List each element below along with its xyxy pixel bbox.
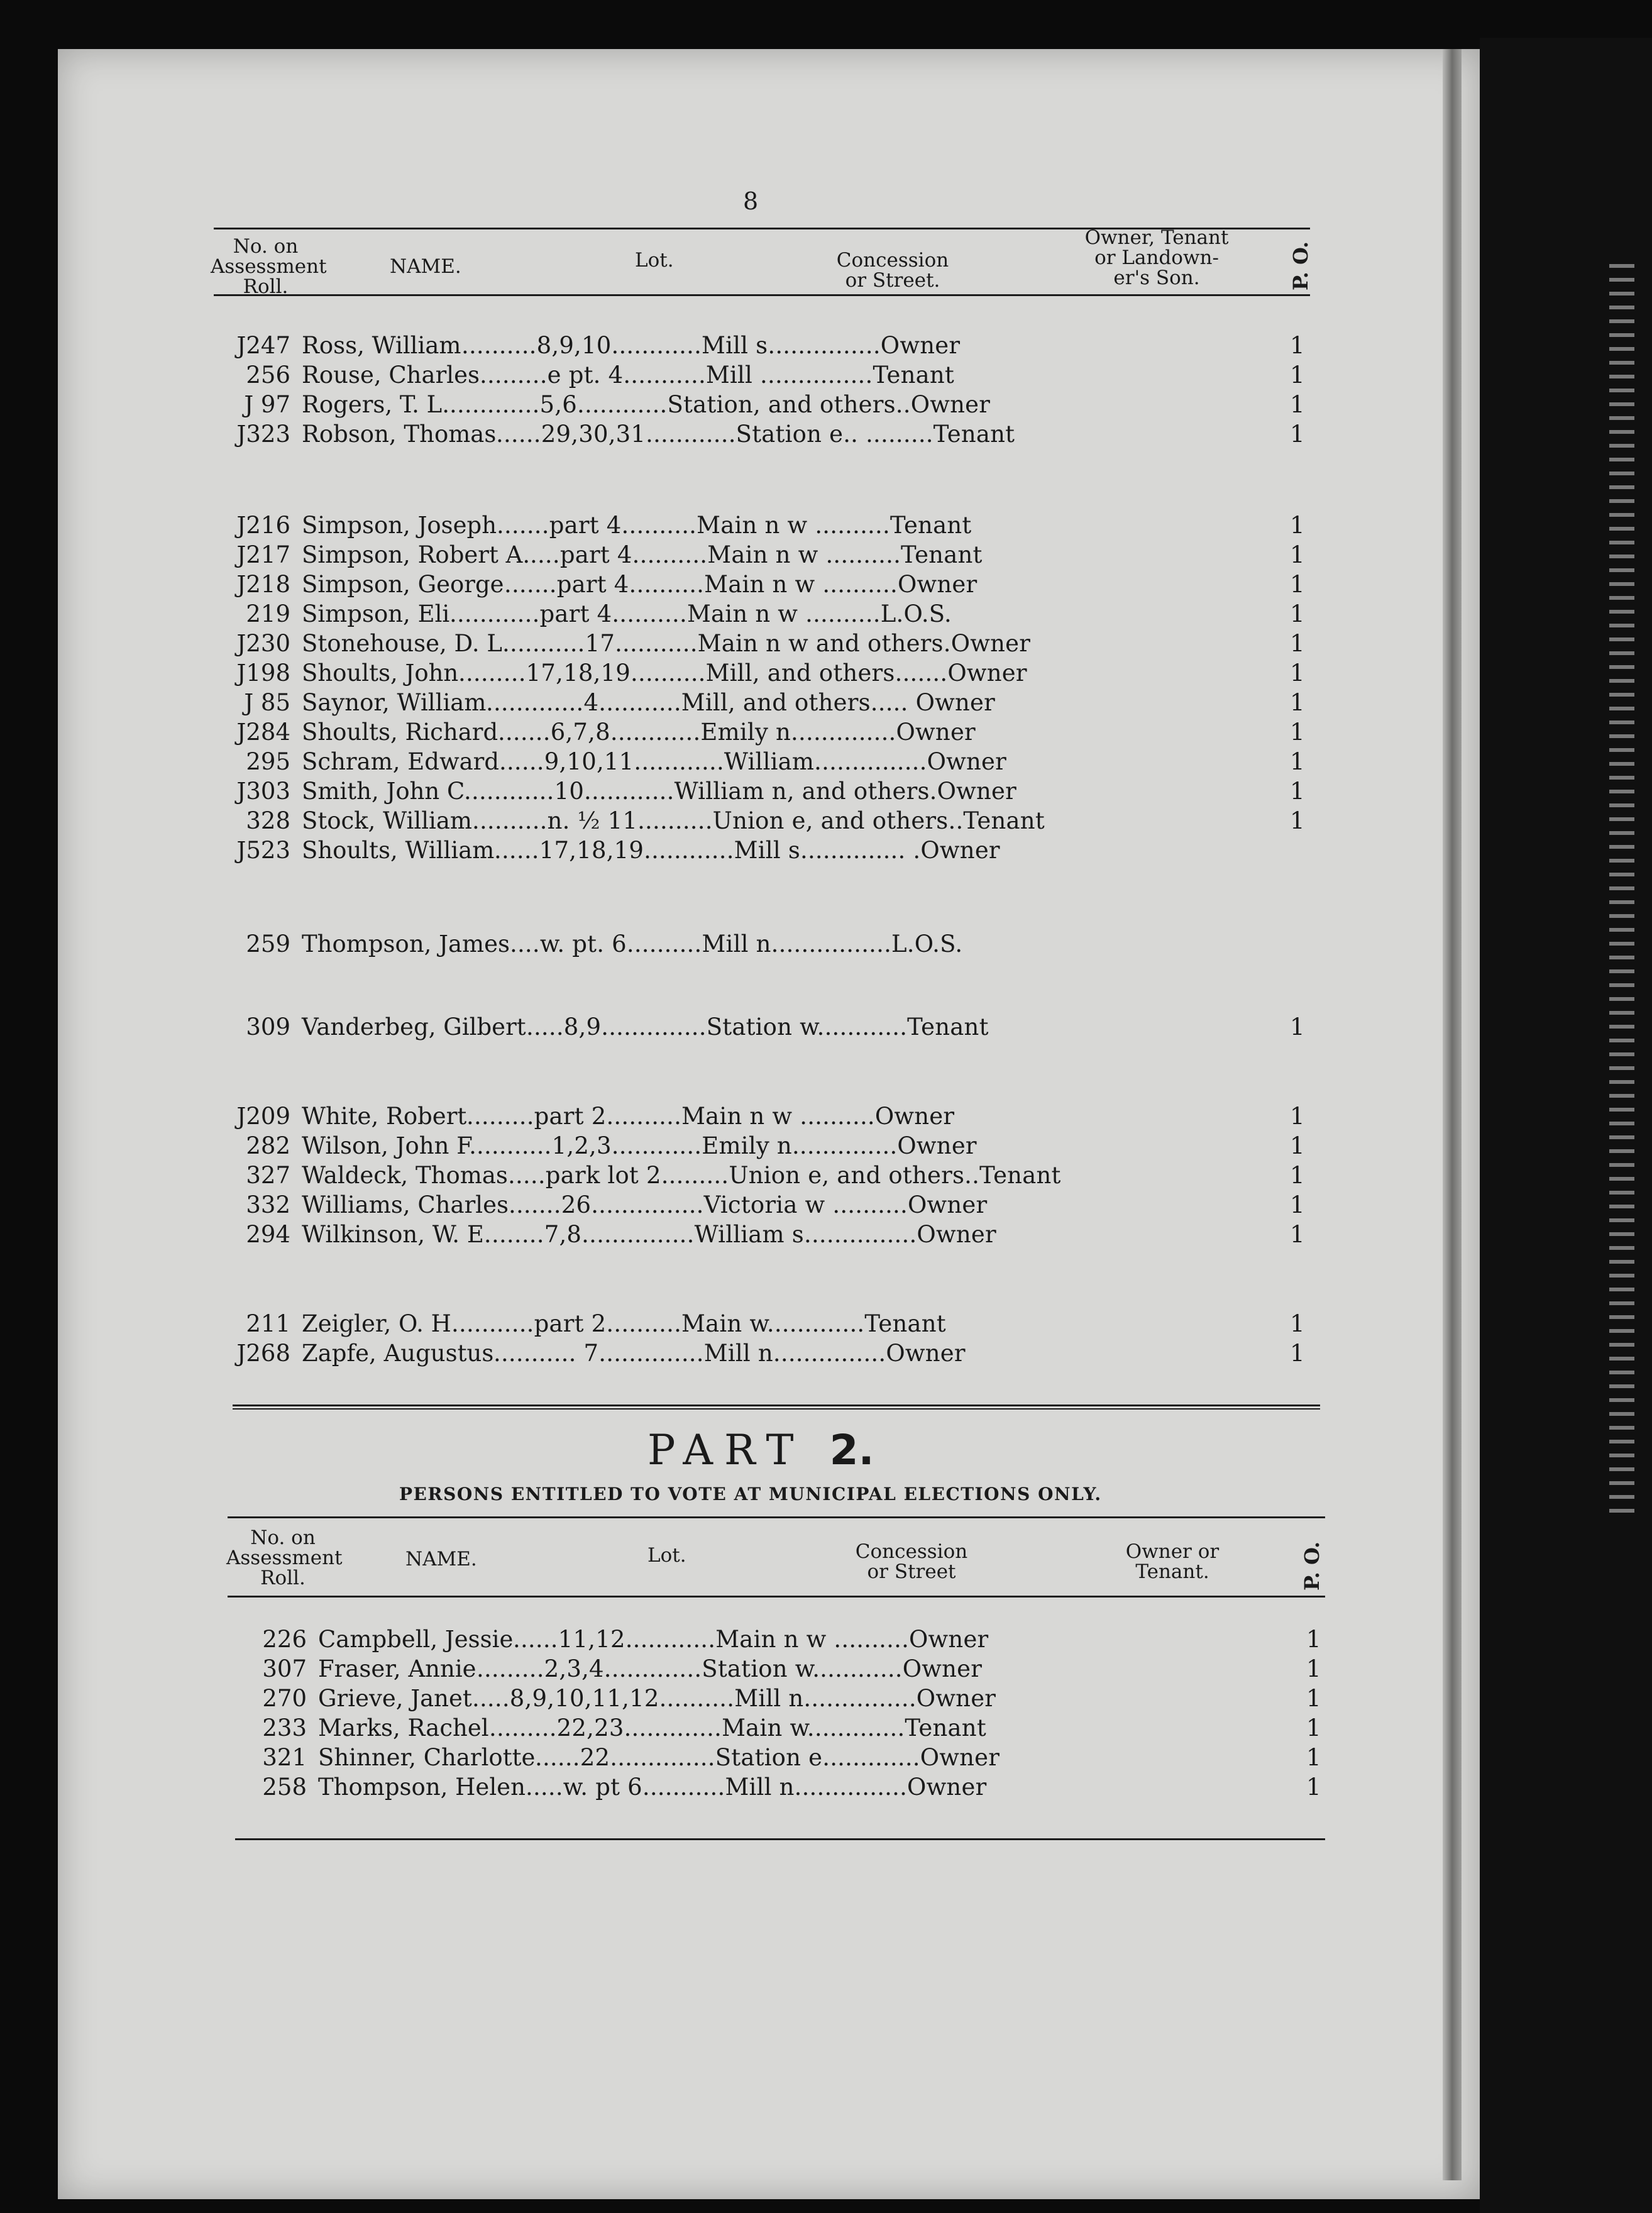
lot-concession-status: ...........10............William n, and others.Owner — [471, 778, 1017, 805]
part2-header-owner: Owner or Tenant. — [1125, 1540, 1220, 1583]
po-value: 1 — [1306, 1774, 1321, 1801]
roll-number: 259 — [246, 930, 290, 957]
part1-header-name: NAME. — [390, 255, 461, 278]
voter-name: Vanderbeg, Gilbert — [302, 1013, 526, 1040]
table-row — [0, 1743, 1422, 1773]
roll-number: J216 — [236, 512, 290, 539]
voter-name: Williams, Charles — [302, 1191, 509, 1218]
lot-concession-status: ..........n. ½ 11..........Union e, and others..Tenant — [472, 807, 1045, 834]
table-row — [0, 688, 1422, 718]
table-row — [0, 1101, 1422, 1132]
part1-header-bottom-rule — [214, 294, 1310, 296]
po-value: 1 — [1306, 1655, 1321, 1682]
lot-concession-status: ....part 4..........Main n w ..........Tenant — [530, 541, 983, 568]
voter-name: Schram, Edward — [302, 748, 500, 775]
po-value: 1 — [1290, 1103, 1305, 1130]
roll-number: 309 — [246, 1013, 290, 1040]
po-value: 1 — [1290, 332, 1305, 359]
po-value: 1 — [1290, 600, 1305, 627]
table-row — [0, 806, 1422, 836]
voter-name: Wilkinson, W. E. — [302, 1221, 492, 1248]
part2-subtitle: PERSONS ENTITLED TO VOTE AT MUNICIPAL ELECTIONS ONLY. — [399, 1484, 1102, 1504]
table-row — [0, 390, 1422, 420]
voter-name: Zeigler, O. H. — [302, 1310, 459, 1337]
table-row — [0, 360, 1422, 390]
roll-number: 332 — [246, 1191, 290, 1218]
roll-number: 226 — [262, 1626, 307, 1653]
po-value: 1 — [1306, 1744, 1321, 1771]
roll-number: J523 — [236, 837, 290, 864]
table-row — [0, 599, 1422, 629]
roll-number: J 85 — [244, 689, 290, 716]
po-value: 1 — [1290, 778, 1305, 805]
table-row — [0, 331, 1422, 361]
lot-concession-status: .........part 2..........Main n w ..........Owner — [466, 1103, 955, 1130]
lot-concession-status: .....8,9,10,11,12..........Mill n...............Owner — [472, 1685, 996, 1712]
voter-name: Simpson, Robert A. — [302, 541, 531, 568]
voter-name: Simpson, Joseph — [302, 512, 497, 539]
voter-name: Rouse, Charles — [302, 361, 480, 389]
part2-header-name: NAME. — [405, 1548, 477, 1570]
voter-name: Waldeck, Thomas — [302, 1162, 508, 1189]
voter-name: Grieve, Janet — [318, 1685, 472, 1712]
lot-concession-status: .......6,7,8............Emily n..............Owner — [498, 719, 976, 746]
lot-concession-status: ............5,6............Station, and others..Owner — [449, 391, 991, 418]
table-row — [0, 419, 1422, 450]
lot-concession-status: ..........17...........Main n w and others.Owner — [510, 630, 1031, 657]
table-row — [0, 1161, 1422, 1191]
page-number: 8 — [743, 187, 759, 215]
roll-number: 327 — [246, 1162, 290, 1189]
lot-concession-status: .....w. pt 6...........Mill n...............Owner — [526, 1774, 987, 1801]
voter-name: Fraser, Annie — [318, 1655, 476, 1682]
table-row — [0, 1190, 1422, 1220]
voter-name: Zapfe, Augustus — [302, 1340, 494, 1367]
lot-concession-status: ............part 4..........Main n w ..........L.O.S. — [449, 600, 952, 627]
lot-concession-status: .............4...........Mill, and others..... Owner — [486, 689, 995, 716]
part2-header-lot: Lot. — [647, 1544, 686, 1567]
table-row — [0, 929, 1422, 959]
part1-header-owner: Owner, Tenant or Landown- er's Son. — [1084, 226, 1229, 289]
table-row — [0, 717, 1422, 748]
roll-number: 328 — [246, 807, 290, 834]
voter-name: Rogers, T. L. — [302, 391, 450, 418]
po-value: 1 — [1290, 421, 1305, 448]
voter-name: Ross, William — [302, 332, 461, 359]
table-row — [0, 658, 1422, 688]
voter-name: Shinner, Charlotte — [318, 1744, 536, 1771]
roll-number: J268 — [236, 1340, 290, 1367]
voter-name: Marks, Rachel — [318, 1714, 489, 1741]
po-value: 1 — [1290, 1310, 1305, 1337]
po-value: 1 — [1290, 748, 1305, 775]
lot-concession-status: ......17,18,19............Mill s.............. .Owner — [494, 837, 1000, 864]
roll-number: J323 — [236, 421, 290, 448]
table-row — [0, 1338, 1422, 1369]
lot-concession-status: .........17,18,19..........Mill, and others.......Owner — [458, 659, 1027, 687]
roll-number: J284 — [236, 719, 290, 746]
po-value: 1 — [1290, 571, 1305, 598]
po-value: 1 — [1290, 1191, 1305, 1218]
table-row — [0, 540, 1422, 570]
lot-concession-status: ..........part 2..........Main w.............Tenant — [459, 1310, 946, 1337]
roll-number: 321 — [262, 1744, 307, 1771]
roll-number: J247 — [236, 332, 290, 359]
table-row — [0, 1654, 1422, 1684]
roll-number: J217 — [236, 541, 290, 568]
roll-number: 219 — [246, 600, 290, 627]
po-value: 1 — [1306, 1626, 1321, 1653]
po-value: 1 — [1290, 630, 1305, 657]
roll-number: J303 — [236, 778, 290, 805]
roll-number: J218 — [236, 571, 290, 598]
roll-number: 256 — [246, 361, 290, 389]
table-row — [0, 836, 1422, 866]
po-value: 1 — [1306, 1714, 1321, 1741]
table-row — [0, 1713, 1422, 1743]
lot-concession-status: .....park lot 2.........Union e, and others..Tenant — [508, 1162, 1061, 1189]
voter-name: Stonehouse, D. L. — [302, 630, 510, 657]
po-value: 1 — [1290, 659, 1305, 687]
voter-name: Simpson, Eli — [302, 600, 450, 627]
po-value: 1 — [1290, 391, 1305, 418]
table-row — [0, 1012, 1422, 1042]
part1-header-no: No. on Assessment Roll. — [211, 235, 327, 298]
lot-concession-status: ........... 7..............Mill n...............Owner — [493, 1340, 966, 1367]
part2-header-no: No. on Assessment Roll. — [226, 1526, 343, 1589]
lot-concession-status: .......7,8...............William s...............Owner — [492, 1221, 996, 1248]
po-value: 1 — [1290, 541, 1305, 568]
lot-concession-status: .........22,23.............Main w.............Tenant — [489, 1714, 986, 1741]
part1-header-lot: Lot. — [635, 249, 674, 272]
po-value: 1 — [1290, 1013, 1305, 1040]
part2-header-concession: Concession or Street — [855, 1540, 968, 1583]
page-gutter — [1443, 49, 1462, 2180]
adjacent-page-dots — [1609, 264, 1634, 1521]
table-row — [0, 1772, 1422, 1802]
voter-name: Shoults, William — [302, 837, 495, 864]
part-divider-rule-lower — [233, 1408, 1320, 1410]
roll-number: 258 — [262, 1774, 307, 1801]
roll-number: 233 — [262, 1714, 307, 1741]
lot-concession-status: ......11,12............Main n w ..........Owner — [513, 1626, 989, 1653]
table-row — [0, 1684, 1422, 1714]
lot-concession-status: .......26...............Victoria w ..........Owner — [509, 1191, 988, 1218]
lot-concession-status: .......part 4..........Main n w ..........Owner — [504, 571, 977, 598]
voter-name: Thompson, James — [302, 930, 510, 957]
lot-concession-status: ......9,10,11............William...............Owner — [499, 748, 1007, 775]
table-row — [0, 1220, 1422, 1250]
po-value: 1 — [1290, 689, 1305, 716]
voter-name: Robson, Thomas — [302, 421, 497, 448]
part1-header-po: P. O. — [1289, 241, 1313, 290]
lot-concession-status: ......29,30,31............Station e.. .........Tenant — [496, 421, 1015, 448]
lot-concession-status: ..........1,2,3............Emily n..............Owner — [476, 1132, 977, 1159]
lot-concession-status: .........2,3,4.............Station w............Owner — [476, 1655, 983, 1682]
table-row — [0, 1131, 1422, 1161]
lot-concession-status: ....w. pt. 6..........Mill n................L.O.S. — [510, 930, 963, 957]
roll-number: J209 — [236, 1103, 290, 1130]
part2-header-top-rule — [228, 1516, 1325, 1518]
po-value: 1 — [1290, 1221, 1305, 1248]
lot-concession-status: .........e pt. 4...........Mill ...............Tenant — [480, 361, 954, 389]
part2-header-bottom-rule — [228, 1596, 1325, 1598]
voter-name: Saynor, William — [302, 689, 487, 716]
voter-name: Stock, William — [302, 807, 473, 834]
roll-number: J198 — [236, 659, 290, 687]
roll-number: 307 — [262, 1655, 307, 1682]
part2-bottom-rule — [235, 1838, 1325, 1840]
roll-number: 282 — [246, 1132, 290, 1159]
voter-name: White, Robert — [302, 1103, 467, 1130]
table-row — [0, 510, 1422, 541]
lot-concession-status: .....8,9..............Station w............Tenant — [526, 1013, 989, 1040]
voter-name: Shoults, John — [302, 659, 459, 687]
table-row — [0, 570, 1422, 600]
po-value: 1 — [1290, 1340, 1305, 1367]
lot-concession-status: .......part 4..........Main n w ..........Tenant — [497, 512, 972, 539]
roll-number: 294 — [246, 1221, 290, 1248]
roll-number: 211 — [246, 1310, 290, 1337]
roll-number: 295 — [246, 748, 290, 775]
lot-concession-status: ......22..............Station e.............Owner — [535, 1744, 1000, 1771]
lot-concession-status: ..........8,9,10............Mill s...............Owner — [461, 332, 961, 359]
table-row — [0, 1309, 1422, 1339]
part2-header-po: P. O. — [1300, 1541, 1324, 1591]
po-value: 1 — [1290, 807, 1305, 834]
po-value: 1 — [1290, 1132, 1305, 1159]
po-value: 1 — [1290, 719, 1305, 746]
table-row — [0, 747, 1422, 777]
po-value: 1 — [1306, 1685, 1321, 1712]
part1-header-concession: Concession or Street. — [836, 249, 949, 292]
voter-name: Shoults, Richard — [302, 719, 498, 746]
voter-name: Simpson, George — [302, 571, 504, 598]
table-row — [0, 776, 1422, 807]
part-divider-rule — [233, 1405, 1320, 1406]
voter-name: Campbell, Jessie — [318, 1626, 514, 1653]
voter-name: Wilson, John F. — [302, 1132, 476, 1159]
po-value: 1 — [1290, 1162, 1305, 1189]
roll-number: J230 — [236, 630, 290, 657]
po-value: 1 — [1290, 512, 1305, 539]
part2-title: PART 2. — [647, 1426, 874, 1474]
table-row — [0, 1625, 1422, 1655]
table-row — [0, 629, 1422, 659]
roll-number: 270 — [262, 1685, 307, 1712]
voter-name: Smith, John C. — [302, 778, 471, 805]
po-value: 1 — [1290, 361, 1305, 389]
voter-name: Thompson, Helen — [318, 1774, 526, 1801]
roll-number: J 97 — [244, 391, 290, 418]
